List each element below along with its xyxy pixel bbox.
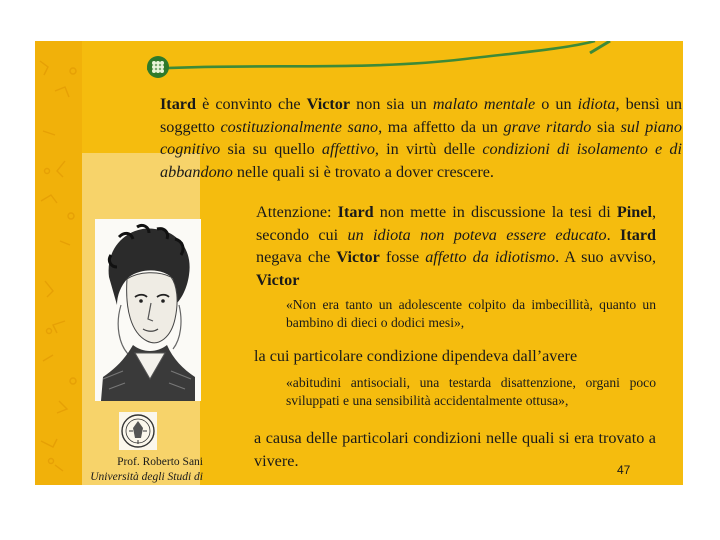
bold-term: Pinel bbox=[616, 203, 652, 221]
bold-term: Victor bbox=[336, 248, 380, 267]
bold-term: Victor bbox=[306, 95, 351, 113]
text-run: . A suo avviso, bbox=[555, 248, 656, 267]
itard-portrait-image bbox=[95, 219, 201, 401]
text-run: sia su quello bbox=[220, 140, 322, 159]
text-run: Attenzione: bbox=[256, 203, 338, 221]
author-name: Prof. Roberto Sani bbox=[117, 456, 203, 468]
bold-term: Itard bbox=[337, 203, 374, 221]
italic-term: grave ritardo bbox=[503, 117, 592, 136]
italic-term: malato mentale bbox=[432, 95, 536, 113]
italic-term: affetto da idiotismo bbox=[425, 248, 556, 267]
decorative-green-curve bbox=[35, 41, 683, 101]
text-run: . bbox=[606, 225, 621, 244]
italic-term: sul piano cognitivo bbox=[160, 117, 682, 159]
italic-term: idiota bbox=[577, 95, 616, 113]
middle-sentence: la cui particolare condizione dipendeva dall’avere bbox=[254, 347, 578, 365]
text-run: , in virtù delle bbox=[374, 140, 483, 159]
green-bullet-icon bbox=[146, 55, 170, 79]
quote-1: «Non era tanto un adolescente colpito da imbecillità, quanto un bambino di dieci o dodici mesi», bbox=[286, 297, 656, 330]
text-run: non mette in discussione la tesi di bbox=[373, 203, 617, 221]
italic-term: costituzionalmente sano bbox=[220, 117, 379, 136]
italic-term: affettivo bbox=[321, 140, 375, 159]
quote-2: «abitudini antisociali, una testarda disattenzione, organi poco sviluppati e una sensibilità accidentalmente ottusa», bbox=[286, 375, 656, 408]
text-run: , bensì un soggetto bbox=[160, 95, 683, 136]
italic-term: condizioni di isolamento e di abbandono bbox=[160, 140, 683, 181]
text-run: , secondo cui bbox=[256, 203, 657, 244]
bold-term: Itard bbox=[620, 225, 657, 244]
author-credit bbox=[51, 455, 203, 485]
page-number: 47 bbox=[617, 463, 631, 477]
text-run: o un bbox=[535, 95, 578, 113]
text-run: , ma affetto da un bbox=[378, 117, 504, 136]
decorative-pattern-strip bbox=[35, 41, 82, 485]
text-run: nelle quali si è trovato a dover crescere. bbox=[232, 162, 494, 181]
slide bbox=[35, 41, 683, 485]
text-run: è convinto che bbox=[195, 95, 307, 113]
text-run: sia bbox=[591, 117, 621, 136]
university-seal-logo bbox=[119, 412, 157, 450]
intro-paragraph bbox=[160, 93, 682, 183]
bold-term: Itard bbox=[160, 95, 196, 113]
text-run: non sia un bbox=[350, 95, 433, 113]
attention-paragraph bbox=[256, 201, 656, 291]
italic-term: un idiota non poteva essere educato bbox=[347, 225, 607, 244]
author-affiliation: Università degli Studi di bbox=[90, 471, 203, 483]
closing-sentence: a causa delle particolari condizioni nelle quali si era trovato a vivere. bbox=[254, 429, 656, 470]
text-run: fosse bbox=[379, 248, 426, 267]
text-run: negava che bbox=[256, 248, 337, 267]
bold-term: Victor bbox=[256, 270, 300, 289]
